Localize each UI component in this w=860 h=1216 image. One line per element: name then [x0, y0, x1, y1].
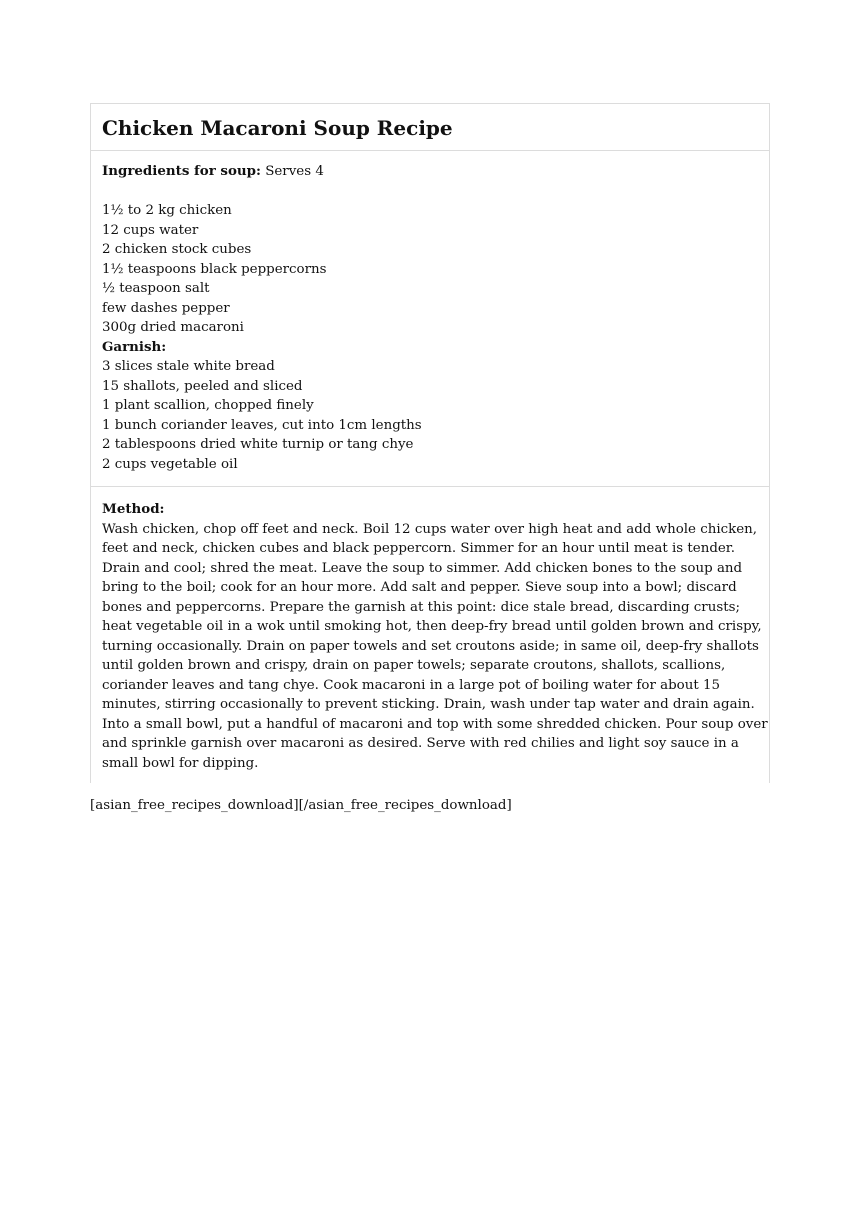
garnish-item: 3 slices stale white bread [102, 359, 275, 374]
garnish-item: 2 tablespoons dried white turnip or tang chye [102, 437, 414, 452]
ingredient-item: ½ teaspoon salt [102, 281, 210, 296]
method-line: minutes, stirring occasionally to prevent sticking. Drain, wash under tap water and drain again. [102, 697, 755, 712]
recipe-card [90, 103, 770, 783]
garnish-heading: Garnish: [102, 338, 167, 355]
ingredient-item: 2 chicken stock cubes [102, 242, 252, 257]
spacer [102, 182, 758, 202]
ingredients-header [102, 162, 758, 182]
method-line: Wash chicken, chop off feet and neck. Boil 12 cups water over high heat and add whole chicken, [102, 521, 758, 537]
download-shortcode: [asian_free_recipes_download][/asian_free_recipes_download] [90, 798, 512, 813]
ingredients-heading: Ingredients for soup: [102, 163, 261, 179]
method-line: feet and neck, chicken cubes and black peppercorn. Simmer for an hour until meat is tender. [102, 541, 735, 556]
method-line: Drain and cool; shred the meat. Leave the soup to simmer. Add chicken bones to the soup and [102, 560, 743, 576]
method-line: turning occasionally. Drain on paper towels and set croutons aside; in same oil, deep-fry shallots [102, 638, 759, 654]
ingredients-section [91, 151, 769, 487]
method-line: coriander leaves and tang chye. Cook macaroni in a large pot of boiling water for about 15 [102, 677, 721, 693]
recipe-title: Chicken Macaroni Soup Recipe [91, 104, 769, 151]
ingredient-item: 1½ to 2 kg chicken [102, 203, 232, 218]
method-line: until golden brown and crispy, drain on paper towels; separate croutons, shallots, scallions, [102, 658, 726, 673]
method-line: bring to the boil; cook for an hour more. Add salt and pepper. Sieve soup into a bowl; discard [102, 580, 737, 595]
ingredient-item: 1½ teaspoons black peppercorns [102, 261, 327, 277]
method-line: and sprinkle garnish over macaroni as desired. Serve with red chilies and light soy sauce in a [102, 736, 739, 751]
method-heading: Method: [102, 501, 165, 517]
garnish-item: 1 bunch coriander leaves, cut into 1cm lengths [102, 417, 422, 433]
method-line: bones and peppercorns. Prepare the garnish at this point: dice stale bread, discarding crusts; [102, 599, 740, 615]
ingredient-item: 300g dried macaroni [102, 320, 244, 335]
garnish-item: 15 shallots, peeled and sliced [102, 378, 303, 394]
ingredient-item: few dashes pepper [102, 300, 230, 316]
method-line: Into a small bowl, put a handful of macaroni and top with some shredded chicken. Pour soup over [102, 716, 768, 732]
garnish-item: 2 cups vegetable oil [102, 456, 238, 472]
serves-text: Serves 4 [260, 164, 324, 179]
ingredient-item: 12 cups water [102, 222, 199, 238]
method-section [91, 487, 769, 783]
method-line: small bowl for dipping. [102, 755, 259, 771]
garnish-item: 1 plant scallion, chopped finely [102, 398, 314, 413]
method-line: heat vegetable oil in a wok until smoking hot, then deep-fry bread until golden brown and crispy, [102, 619, 762, 634]
